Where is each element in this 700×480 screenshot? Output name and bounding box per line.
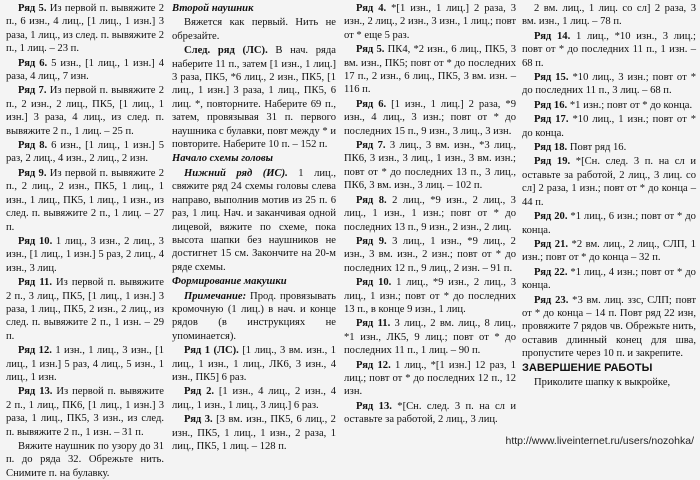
row-paragraph — [344, 98, 516, 138]
row-paragraph — [522, 99, 696, 112]
row-paragraph — [6, 84, 164, 138]
row-label: Ряд 8. — [356, 194, 387, 206]
row-label: Ряд 9. — [18, 167, 47, 179]
row-text: 1 лиц., *[1 изн.] 12 раз, 1 лиц.; повт от * до последних 12 п., 12 изн. — [344, 359, 516, 398]
row-text: *3 вм. лиц. ззс, СЛП; повт от * до конца – 14 п. Повт ряд 22 изн, провяжите 7 рядов чв. Обрежьте нить, оставив длинный конец для шва, пропустите через 10 п. и закрепите. — [522, 294, 696, 360]
row-text: *10 лиц., 1 изн.; повт от * до конца. — [522, 114, 696, 139]
row-text: 1 лиц., свяжите ряд 24 схемы головы слева направо, выполнив мотив из 25 п. 6 раз, 1 лиц. Нач. и заканчивая одной лицевой, вяжите по схеме, пока высота шапки без наушников не достигнет 15 см. Закончите на 20-м ряде схемы. — [172, 167, 336, 273]
row-text: В нач. ряда наберите 11 п., затем [1 изн., 1 лиц.] 3 раза, ПК5, *6 лиц., 2 изн., ПК5, [1 лиц., 1 изн.] 3 раза, 1 лиц., ПК5, 6 лиц. *, повторните. Наберите 69 п., затем, провязывая 31 п. первого наушника с булавки, повт между * и повторите. Наберите 10 п. – 152 п. — [172, 45, 336, 151]
row-label: Ряд 21. — [534, 238, 569, 250]
row-text: [1 лиц., 3 вм. изн., 1 лиц., 1 изн., 1 лиц., ЛК6, 3 изн., 4 изн., ПК5] 6 раз. — [172, 345, 336, 383]
row-paragraph — [522, 210, 696, 237]
row-label: Ряд 5. — [18, 3, 47, 14]
row-label: След. ряд (ЛС). — [184, 45, 268, 57]
row-text: *1 лиц., 4 изн.; повт от * до конца. — [522, 266, 696, 292]
row-paragraph — [522, 141, 696, 154]
row-text: Из первой п. вывяжите 2 п., 1 лиц., ПК6, [1 лиц., 1 изн.] 3 раза, 1 лиц., ПК5, 3 изн., из след. п. вывяжите 2 п., 1 изн. – 31 п. — [6, 386, 164, 438]
watermark-url[interactable]: http://www.liveinternet.ru/users/nozohka/ — [505, 434, 694, 447]
row-label: Ряд 7. — [18, 85, 47, 97]
row-paragraph — [344, 235, 516, 275]
row-paragraph — [6, 440, 164, 480]
row-text: *10 лиц., 3 изн.; повт от * до последних 11 п., 3 лиц. – 68 п. — [522, 72, 696, 97]
row-label: Ряд 3. — [184, 414, 213, 426]
column-1 — [6, 2, 164, 479]
row-label: Ряд 4. — [356, 3, 387, 14]
row-text: Повт ряд 16. — [567, 142, 627, 154]
row-text: [1 изн., 1 лиц.] 2 раза, *9 изн., 4 лиц., 3 изн.; повт от * до последних 15 п., 9 изн., 3 лиц., 3 изн. — [344, 98, 516, 137]
row-label: Ряд 6. — [356, 98, 387, 110]
row-paragraph — [6, 57, 164, 84]
paragraph: Приколите шапку к выкройке, — [534, 376, 671, 388]
row-text: ПК4, *2 изн., 6 лиц., ПК5, 3 вм. изн., ПК5; повт от * до последних 17 п., 2 изн., 6 лиц., ПК5, 3 вм. изн. – 116 п. — [344, 44, 516, 96]
row-text: 6 изн., [1 лиц., 1 изн.] 5 раз, 2 лиц., 4 изн., 2 лиц., 2 изн. — [6, 140, 164, 165]
row-text: 2 вм. лиц., 1 лиц. со сл] 2 раза, 3 вм. изн., 1 лиц. – 78 п. — [522, 3, 696, 28]
paragraph — [172, 167, 336, 274]
row-text: 5 изн., [1 лиц., 1 изн.] 4 раза, 4 лиц., 7 изн. — [6, 57, 164, 83]
row-label: Ряд 19. — [534, 156, 571, 168]
row-text: Вяжите наушник по узору до 31 п. до ряда 32. Обрежьте нить. Снимите п. на булавку. — [6, 441, 164, 479]
row-text: Из первой п. вывяжите 2 п., 2 изн., 2 лиц., ПК5, [1 лиц., 1 изн.] 3 раза, 4 лиц., из след. п. вывяжите 2 п., 1 лиц. – 25 п. — [6, 85, 164, 137]
paragraph — [172, 385, 336, 412]
row-text: 1 изн., 1 лиц., 3 изн., [1 лиц., 1 изн.] 5 раз, 4 лиц., 5 изн., 1 лиц., 1 изн. — [6, 345, 164, 383]
section-title-finishing: ЗАВЕРШЕНИЕ РАБОТЫ — [522, 361, 653, 374]
paragraph: Вяжется как первый. Нить не обрезайте. — [172, 17, 336, 42]
row-label: Ряд 12. — [18, 345, 52, 357]
row-label: Ряд 7. — [356, 140, 386, 152]
row-paragraph — [6, 344, 164, 384]
row-label: Ряд 11. — [356, 318, 391, 330]
row-text: *2 вм. лиц., 2 лиц., СЛП, 1 изн.; повт от * до конца – 32 п. — [522, 238, 696, 264]
row-label: Ряд 10. — [18, 235, 53, 247]
row-label: Ряд 8. — [18, 140, 48, 152]
heading-head-chart: Начало схемы головы — [172, 153, 273, 165]
column-4 — [522, 2, 696, 450]
row-text: *1 лиц., 6 изн.; повт от * до конца. — [522, 211, 696, 236]
row-paragraph — [344, 2, 516, 42]
row-label: Ряд 15. — [534, 72, 569, 84]
row-text: [3 вм. изн., ПК5, 6 лиц., 2 изн., ПК5, 1 лиц., 1 изн., 2 раза, 1 лиц., ПК5, 1 лиц. – 128 п. — [172, 414, 336, 452]
row-text: Из первой п. вывяжите 2 п., 3 лиц., ПК5, [1 лиц., 1 изн.] 3 раза, 1 лиц., ПК5, 2 изн., 2 лиц., из след. п. вывяжите 2 п., 1 изн. – 29 п. — [6, 277, 164, 342]
note-text: Прод. провязывать кромочную (1 лиц.) в нач. и конце рядов (в инструкциях не упоминается). — [172, 290, 336, 342]
row-text: 1 лиц., 3 изн., 2 лиц., 3 изн., [1 лиц., 1 изн.] 5 раз, 2 лиц., 4 изн., 3 лиц. — [6, 235, 164, 274]
paragraph — [172, 44, 336, 151]
row-paragraph — [344, 43, 516, 97]
row-paragraph — [522, 294, 696, 361]
row-paragraph — [6, 235, 164, 275]
row-text: 3 лиц., 2 вм. лиц., 8 лиц., *1 изн., ЛК5, 9 лиц.; повт от * до последних 11 п., 1 лиц. – 90 п. — [344, 318, 517, 357]
row-paragraph — [522, 266, 696, 293]
row-text: 2 лиц., *9 изн., 2 лиц., 3 лиц., 1 изн., 1 изн.; повт от * до последних 13 п., 9 изн., 2 изн., 2 лиц. — [344, 194, 516, 233]
row-paragraph — [344, 317, 516, 357]
row-label: Ряд 11. — [18, 277, 52, 289]
row-text: 3 лиц., 3 вм. изн., *3 лиц., ПК6, 3 изн., 3 лиц., 1 изн., 3 вм. изн.; повт от * до последних 13 п., 3 лиц., ПК6, 3 вм. изн., 3 лиц. – 102 п. — [344, 140, 516, 192]
row-label: Ряд 13. — [18, 386, 53, 398]
row-label: Ряд 17. — [534, 114, 569, 126]
row-paragraph — [6, 167, 164, 234]
row-label: Ряд 20. — [534, 211, 568, 223]
row-text: *1 изн.; повт от * до конца. — [567, 99, 693, 111]
row-paragraph — [522, 2, 696, 29]
row-text: [1 изн., 4 лиц., 2 изн., 4 лиц., 1 изн., 1 лиц., 3 лиц.] 6 раз. — [172, 386, 336, 411]
row-text: 1 лиц., *10 изн., 3 лиц.; повт от * до последних 11 п., 1 изн. – 68 п. — [522, 30, 696, 69]
row-label: Нижний ряд (ИС). — [184, 167, 288, 179]
row-label: Ряд 6. — [18, 57, 48, 69]
row-text: 1 лиц., *9 изн., 2 лиц., 3 лиц., 1 изн.; повт от * до последних 13 п., в конце 9 изн., 1 лиц. — [344, 277, 516, 315]
row-label: Ряд 5. — [356, 44, 385, 56]
row-paragraph — [6, 2, 164, 56]
row-label: Ряд 22. — [534, 266, 568, 278]
paragraph — [172, 413, 336, 453]
row-text: *[1 изн., 1 лиц.] 2 раза, 3 изн., 2 лиц., 2 изн., 3 изн., 1 лиц.; повт от * еще 5 раз. — [344, 3, 516, 41]
row-text: Из первой п. вывяжите 2 п., 6 изн., 4 лиц., [1 лиц., 1 изн.] 3 раза, 1 лиц., из след. п. вывяжите 2 п., 1 лиц. – 23 п. — [6, 3, 164, 55]
row-paragraph — [344, 276, 516, 316]
row-paragraph — [522, 113, 696, 140]
row-label: Ряд 10. — [356, 277, 392, 289]
row-paragraph — [6, 385, 164, 439]
column-2 — [172, 2, 336, 450]
row-text: 3 лиц., 1 изн., *9 лиц., 2 изн., 3 вм. изн., 2 изн.; повт от * до последних 12 п., 9 лиц., 2 изн. – 91 п. — [344, 235, 516, 274]
paragraph — [172, 290, 336, 344]
row-label: Ряд 18. — [534, 142, 568, 154]
row-paragraph — [522, 30, 696, 70]
row-paragraph — [344, 139, 516, 193]
row-paragraph — [522, 155, 696, 209]
row-paragraph — [522, 71, 696, 98]
row-paragraph — [344, 400, 516, 427]
row-label: Ряд 14. — [534, 30, 571, 42]
row-paragraph — [522, 238, 696, 265]
row-text: *[Сн. след. 3 п. на сл и оставьте за работой, 2 лиц., 3 лиц. — [344, 400, 516, 426]
heading-second-earflap: Второй наушник — [172, 3, 254, 14]
row-label: Ряд 2. — [184, 386, 215, 398]
row-paragraph — [6, 139, 164, 166]
paragraph — [172, 344, 336, 384]
row-text: *[Сн. след. 3 п. на сл и оставьте за работой, 2 лиц., 3 лиц. со сл] 2 раза, 1 изн.; повт от * до конца – 44 п. — [522, 156, 696, 208]
row-label: Ряд 1 (ЛС). — [184, 345, 239, 357]
row-paragraph — [344, 194, 516, 234]
row-label: Ряд 12. — [356, 359, 391, 371]
row-paragraph — [344, 359, 516, 399]
row-label: Ряд 16. — [534, 99, 568, 111]
row-label: Ряд 23. — [534, 294, 569, 306]
row-paragraph — [6, 276, 164, 343]
row-label: Ряд 13. — [356, 400, 392, 412]
heading-crown-shaping: Формирование макушки — [172, 276, 287, 288]
row-text: Из первой п. вывяжите 2 п., 2 лиц., 2 изн., ПК5, 1 лиц., 1 изн., 1 лиц., ПК5, 1 лиц., 1 изн., из след. п. вывяжите 2 п., 1 лиц. – 27 п. — [6, 167, 164, 233]
row-label: Ряд 9. — [356, 235, 387, 247]
column-3 — [344, 2, 516, 450]
note-label: Примечание: — [184, 290, 247, 302]
